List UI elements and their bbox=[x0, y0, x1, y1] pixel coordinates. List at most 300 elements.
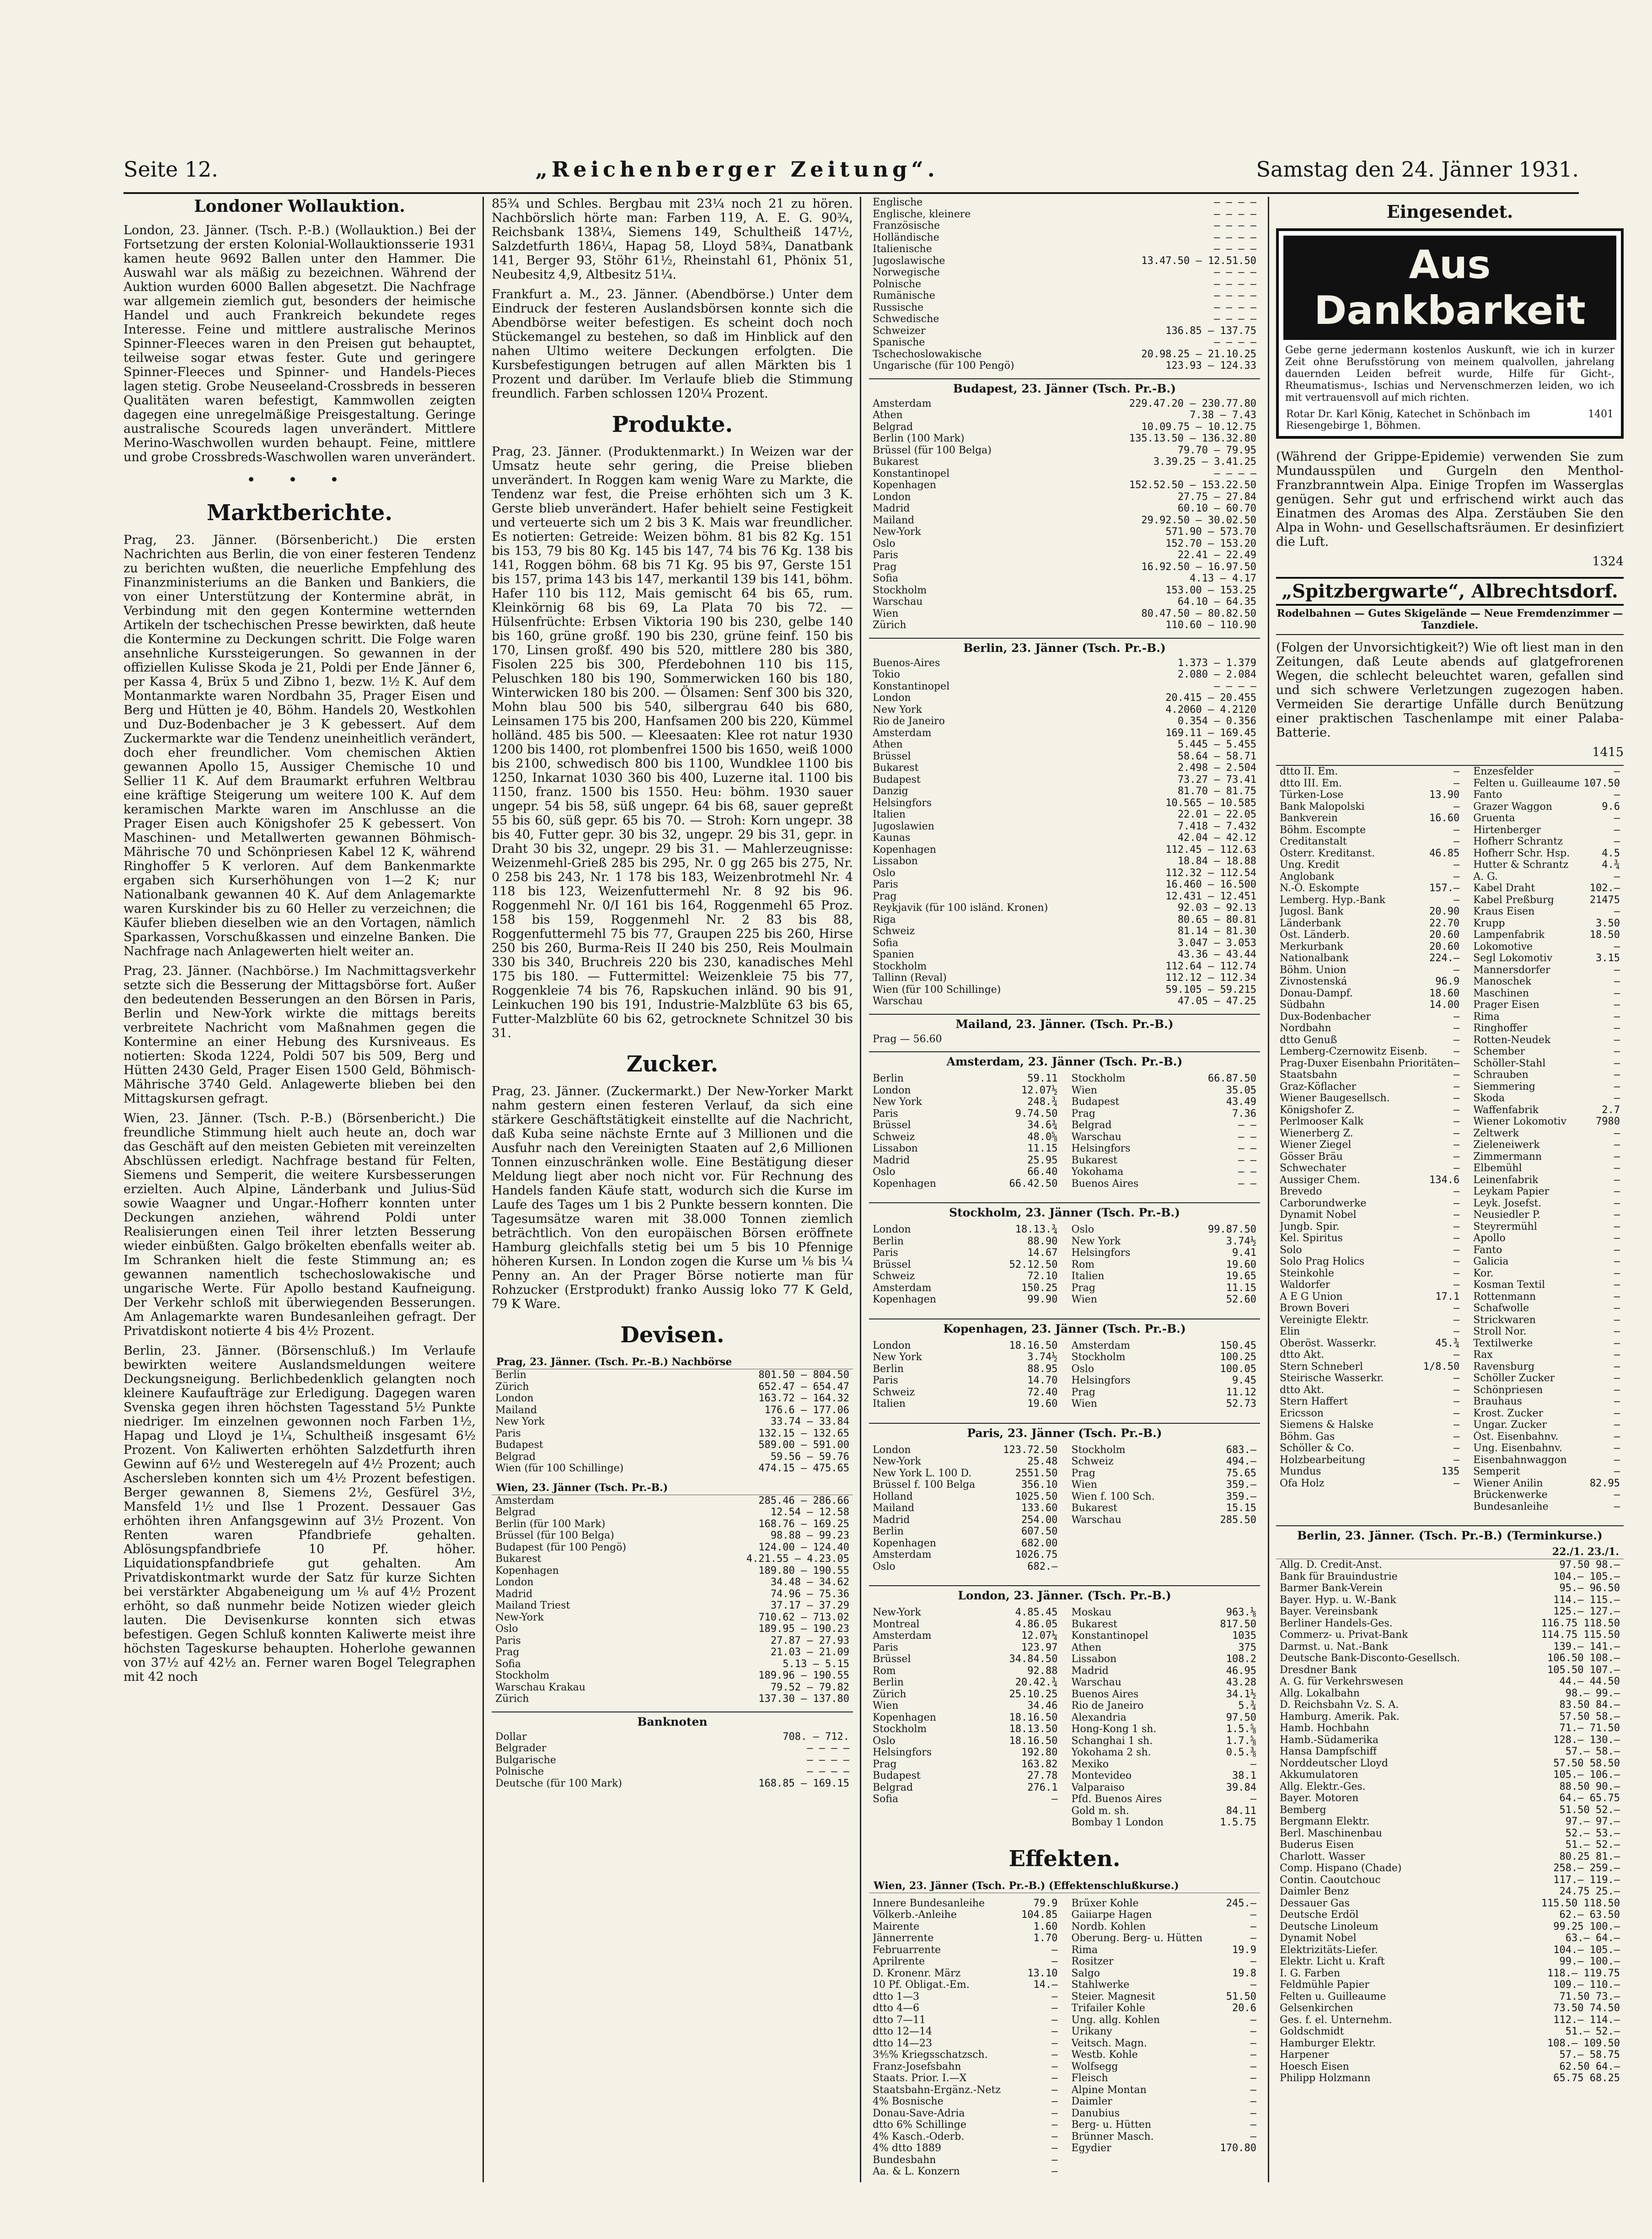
row-value: — bbox=[1453, 1326, 1460, 1337]
row-label: Helsingfors bbox=[873, 797, 932, 809]
row-label: Gelsenkirchen bbox=[1280, 2002, 1353, 2014]
row-value: 17.1 bbox=[1435, 1291, 1460, 1302]
row-value: 64.10 — 64.35 bbox=[1177, 596, 1256, 608]
row-label: Prag bbox=[873, 890, 897, 902]
row-value: 21475 bbox=[1589, 894, 1620, 906]
table-row bbox=[492, 1588, 853, 1600]
row-label: Apollo bbox=[1473, 1233, 1506, 1244]
row-label: Tallinn (Reval) bbox=[873, 972, 947, 984]
row-value: 52.12.50 bbox=[1009, 1259, 1058, 1270]
table-row bbox=[492, 1658, 853, 1670]
table-row bbox=[869, 844, 1260, 856]
row-label: Länderbank bbox=[1280, 917, 1341, 929]
table-row bbox=[1470, 1034, 1624, 1046]
milan-table bbox=[869, 1033, 1260, 1045]
table-row bbox=[869, 1085, 1062, 1097]
row-label: Rositzer bbox=[1071, 1956, 1114, 1967]
row-value: 3.74½ bbox=[1226, 1235, 1256, 1247]
row-value: 52.73 bbox=[1226, 1398, 1256, 1410]
row-label: Paris bbox=[873, 879, 898, 890]
row-value: 152.70 — 153.20 bbox=[1165, 538, 1256, 549]
row-value: — bbox=[1453, 1186, 1460, 1197]
berlin-report-continued: 85¾ und Schles. Bergbau mit 23¼ noch 21 zu hören. Nachbörslich hörte man: Farben 119, A. E. G. 90¾, Reichsbank 138¼, Siemens 149, Schultheiß 147½, Salzdetfurth 186¼, Hapag 58, Lloyd 58¾, Danatbank 141, Berger 93, Stöhr 61½, Rheinstahl 61, Phönix 51, Neubesitz 4,9, Altbesitz 51¼. bbox=[492, 197, 853, 282]
row-label: Prag bbox=[495, 1647, 520, 1658]
row-value: 3.047 — 3.053 bbox=[1177, 937, 1256, 949]
row-label: Textilwerke bbox=[1473, 1337, 1533, 1349]
table-row bbox=[1470, 1058, 1624, 1070]
row-label: New York bbox=[495, 1416, 545, 1427]
table-row bbox=[869, 727, 1260, 739]
row-label: Bergmann Elektr. bbox=[1280, 1816, 1370, 1827]
row-value: 1.70 bbox=[1033, 1932, 1058, 1944]
row-value: 105.— 106.— bbox=[1553, 1769, 1620, 1781]
row-value: 42.04 — 42.12 bbox=[1177, 832, 1256, 844]
row-value: 20.60 bbox=[1429, 929, 1460, 941]
row-value: 97.— 97.— bbox=[1565, 1816, 1620, 1827]
table-row bbox=[869, 1270, 1062, 1282]
table-row bbox=[1068, 1247, 1260, 1259]
row-label: Budapest bbox=[873, 774, 921, 786]
row-value: — bbox=[1614, 964, 1620, 976]
row-label: Schafwolle bbox=[1473, 1302, 1529, 1314]
budapest-table bbox=[869, 398, 1260, 631]
row-label: Carborundwerke bbox=[1280, 1197, 1367, 1209]
row-value: — bbox=[1614, 1256, 1620, 1267]
row-value: — bbox=[1453, 1256, 1460, 1267]
table-row bbox=[1276, 2049, 1624, 2061]
row-value: — bbox=[1453, 871, 1460, 883]
row-value: 109.— 110.— bbox=[1553, 1979, 1620, 1991]
row-value: 15.15 bbox=[1226, 1502, 1256, 1514]
row-value: 59.11 bbox=[1027, 1073, 1058, 1084]
table-row bbox=[869, 1398, 1062, 1410]
row-value: 117.— 119.— bbox=[1553, 1874, 1620, 1886]
row-label: Egydier bbox=[1071, 2142, 1111, 2154]
london-table-left bbox=[869, 1607, 1062, 1829]
row-label: Wolfsegg bbox=[1071, 2061, 1118, 2072]
table-row bbox=[1068, 2084, 1260, 2096]
row-value: — bbox=[1250, 1793, 1256, 1805]
table-row bbox=[869, 996, 1260, 1007]
row-label: dtto Akt. bbox=[1280, 1349, 1325, 1361]
table-row bbox=[1276, 1862, 1624, 1874]
row-value: 46.85 bbox=[1429, 847, 1460, 859]
row-label: Athen bbox=[873, 409, 903, 421]
row-label: Stern Schneberl bbox=[1280, 1361, 1363, 1372]
row-label: Zürich bbox=[873, 1688, 906, 1700]
row-value: 7.38 — 7.43 bbox=[1190, 409, 1256, 421]
row-label: Lemberg. Hyp.-Bank bbox=[1280, 894, 1386, 906]
banknotes-continued-table bbox=[869, 197, 1260, 372]
row-label: Lemberg-Czernowitz Eisenb. bbox=[1280, 1046, 1427, 1057]
row-label: Hofherr Schrantz bbox=[1473, 836, 1563, 847]
table-row bbox=[869, 1549, 1062, 1561]
row-label: Siemmering bbox=[1473, 1081, 1535, 1093]
table-row bbox=[869, 1619, 1062, 1631]
table-row bbox=[1470, 929, 1624, 941]
row-value: 72.40 bbox=[1027, 1386, 1058, 1398]
row-value: 128.— 130.— bbox=[1553, 1734, 1620, 1746]
row-value: 10.09.75 — 10.12.75 bbox=[1141, 421, 1256, 433]
row-label: Schweiz bbox=[873, 1386, 915, 1398]
row-label: Solo Prag Holics bbox=[1280, 1256, 1365, 1267]
row-value: 22.70 bbox=[1429, 917, 1460, 929]
table-row bbox=[869, 1073, 1062, 1085]
table-row bbox=[1470, 1198, 1624, 1210]
row-label: 3⅘% Kriegsschatzsch. bbox=[873, 2049, 988, 2061]
table-row bbox=[1068, 2119, 1260, 2131]
row-label: Englische bbox=[873, 197, 923, 208]
row-label: D. Reichsbahn Vz. S. A. bbox=[1280, 1699, 1399, 1711]
table-row bbox=[1470, 1116, 1624, 1128]
row-value: 3.50 bbox=[1596, 917, 1620, 929]
row-label: Bukarest bbox=[1071, 1618, 1117, 1630]
row-value: — bbox=[1614, 1326, 1620, 1337]
row-label: Oberöst. Wasserkr. bbox=[1280, 1337, 1377, 1349]
table-row bbox=[492, 1731, 853, 1743]
row-label: Aa. & L. Konzern bbox=[873, 2166, 960, 2177]
table-row bbox=[869, 549, 1260, 561]
row-label: Englische, kleinere bbox=[873, 208, 971, 220]
table-row bbox=[869, 1677, 1062, 1689]
row-label: Allg. Elektr.-Ges. bbox=[1280, 1781, 1366, 1792]
row-value: 1025.50 bbox=[1015, 1491, 1058, 1502]
row-label: Lissabon bbox=[873, 856, 918, 867]
table-row bbox=[1068, 1363, 1260, 1375]
table-row bbox=[1470, 1349, 1624, 1361]
row-value: — bbox=[1614, 1197, 1620, 1209]
row-value: 112.32 — 112.54 bbox=[1165, 867, 1256, 879]
row-label: Sofia bbox=[873, 1793, 899, 1805]
row-value: 229.47.20 — 230.77.80 bbox=[1129, 398, 1256, 409]
row-value: 71.50 73.— bbox=[1559, 1991, 1620, 2002]
row-label: Berliner Handels-Ges. bbox=[1280, 1617, 1393, 1629]
table-row bbox=[1276, 1139, 1463, 1151]
row-value: 37.17 — 37.29 bbox=[770, 1600, 849, 1611]
table-row bbox=[1068, 1236, 1260, 1248]
table-row bbox=[1276, 1302, 1463, 1314]
table-row bbox=[1470, 801, 1624, 813]
table-row bbox=[869, 704, 1260, 716]
row-label: Schrauben bbox=[1473, 1069, 1529, 1081]
table-row bbox=[1276, 1816, 1624, 1828]
row-label: Hutter & Schrantz bbox=[1473, 859, 1569, 871]
row-label: Oslo bbox=[1071, 1363, 1094, 1375]
table-row bbox=[1068, 1991, 1260, 2003]
table-row bbox=[1068, 1689, 1260, 1701]
row-value: 22.01 — 22.05 bbox=[1177, 809, 1256, 820]
table-row bbox=[1276, 1326, 1463, 1338]
row-label: Grazer Waggon bbox=[1473, 801, 1552, 813]
row-label: Ung. Kredit bbox=[1280, 859, 1340, 871]
table-row bbox=[1276, 1174, 1463, 1186]
row-value: 19.8 bbox=[1232, 1967, 1256, 1979]
row-value: — bbox=[1614, 1384, 1620, 1396]
row-label: Kopenhagen bbox=[873, 1294, 936, 1305]
row-label: Hamburger Elektr. bbox=[1280, 2037, 1376, 2049]
table-header: Wien, 23. Jänner (Tsch. Pr.-B.) (Effektenschlußkurse.) bbox=[869, 1879, 1260, 1893]
row-value: — bbox=[1453, 777, 1460, 789]
row-value: 20.90 bbox=[1429, 906, 1460, 917]
row-value: 14.00 bbox=[1429, 999, 1460, 1011]
row-label: Oslo bbox=[873, 1166, 896, 1178]
row-label: Bukarest bbox=[495, 1553, 542, 1565]
table-row bbox=[1068, 1514, 1260, 1526]
row-value: 963.⅛ bbox=[1226, 1607, 1256, 1618]
row-label: Prag bbox=[1071, 1386, 1096, 1398]
row-label: Deutsche Erdöl bbox=[1280, 1909, 1359, 1921]
table-row bbox=[1276, 1454, 1463, 1466]
row-value: — bbox=[1453, 1419, 1460, 1431]
row-value: 99.25 100.— bbox=[1553, 1921, 1620, 1932]
row-label: Lampenfabrik bbox=[1473, 929, 1545, 941]
table-row bbox=[869, 984, 1260, 996]
table-row bbox=[1276, 1641, 1624, 1653]
row-value: — bbox=[1614, 941, 1620, 953]
table-row bbox=[869, 1096, 1062, 1108]
row-value: — — — — bbox=[1214, 337, 1256, 348]
table-row bbox=[492, 1451, 853, 1463]
copenhagen-heading: Kopenhagen, 23. Jänner (Tsch. Pr.-B.) bbox=[869, 1319, 1260, 1335]
table-row bbox=[492, 1623, 853, 1635]
table-row bbox=[869, 867, 1260, 879]
row-label: Warschau bbox=[1071, 1677, 1121, 1688]
table-row bbox=[1068, 2072, 1260, 2084]
row-value: 18.16.50 bbox=[1009, 1340, 1058, 1351]
table-row bbox=[1276, 988, 1463, 1000]
table-row bbox=[1470, 813, 1624, 824]
gratitude-advertisement bbox=[1276, 228, 1624, 439]
row-label: Ges. f. el. Unternehm. bbox=[1280, 2014, 1392, 2026]
row-label: Brevedo bbox=[1280, 1186, 1322, 1197]
row-value: 95.— 96.50 bbox=[1559, 1582, 1620, 1594]
row-value: 9.6 bbox=[1602, 801, 1620, 813]
row-value: 4.21.55 — 4.23.05 bbox=[746, 1553, 849, 1565]
row-label: 4% Bosnische bbox=[873, 2096, 944, 2107]
table-row bbox=[1276, 1081, 1463, 1093]
row-label: Dynamit Nobel bbox=[1280, 1932, 1357, 1944]
row-value: 3.74½ bbox=[1027, 1351, 1058, 1363]
row-value: 112.12 — 112.34 bbox=[1165, 972, 1256, 984]
row-value: 20.415 — 20.455 bbox=[1165, 692, 1256, 704]
row-value: 168.85 — 169.15 bbox=[758, 1777, 849, 1789]
row-label: Ung. Eisenbahnv. bbox=[1473, 1442, 1562, 1454]
row-label: Madrid bbox=[495, 1588, 533, 1600]
table-row bbox=[1470, 859, 1624, 871]
table-row bbox=[869, 1979, 1062, 1991]
table-row bbox=[1276, 1163, 1463, 1174]
paris-heading: Paris, 23. Jänner (Tsch. Pr.-B.) bbox=[869, 1423, 1260, 1440]
table-row bbox=[1068, 1979, 1260, 1991]
row-value: 14.70 bbox=[1027, 1375, 1058, 1386]
column-3 bbox=[869, 197, 1260, 2182]
column-rule bbox=[483, 197, 484, 2182]
row-value: — bbox=[1250, 1932, 1256, 1944]
table-row bbox=[869, 232, 1260, 244]
table-row bbox=[869, 902, 1260, 914]
row-value: — bbox=[1614, 1489, 1620, 1501]
row-value: — bbox=[1453, 1454, 1460, 1466]
table-row bbox=[869, 2096, 1062, 2108]
table-row bbox=[1276, 1828, 1624, 1840]
table-row bbox=[1276, 2002, 1624, 2014]
table-row bbox=[492, 1647, 853, 1658]
table-row bbox=[869, 220, 1260, 232]
row-label: Schwedische bbox=[873, 313, 939, 325]
row-label: Norwegische bbox=[873, 267, 940, 278]
row-label: Berlin bbox=[873, 1526, 904, 1537]
row-label: dtto 7—11 bbox=[873, 2014, 926, 2026]
row-label: Creditanstalt bbox=[1280, 836, 1347, 847]
row-value: 123.72.50 bbox=[1003, 1444, 1058, 1456]
table-row bbox=[1068, 1619, 1260, 1631]
table-row bbox=[1470, 1093, 1624, 1104]
row-label: Stern Haffert bbox=[1280, 1396, 1348, 1407]
table-row bbox=[869, 267, 1260, 279]
table-row bbox=[1276, 871, 1463, 883]
table-row bbox=[869, 692, 1260, 704]
row-value: — bbox=[1453, 1349, 1460, 1361]
row-value: 24.75 25.— bbox=[1559, 1886, 1620, 1897]
row-label: Ericsson bbox=[1280, 1407, 1324, 1419]
table-row bbox=[1276, 1886, 1624, 1898]
row-value: 189.95 — 190.23 bbox=[758, 1623, 849, 1635]
table-row bbox=[1068, 1782, 1260, 1794]
row-value: — bbox=[1453, 1209, 1460, 1221]
row-label: Wiener Ziegel bbox=[1280, 1139, 1352, 1151]
row-value: 79.9 bbox=[1033, 1897, 1058, 1909]
table-row bbox=[1068, 1793, 1260, 1805]
row-value: 708. — 712. bbox=[783, 1731, 849, 1743]
table-row bbox=[492, 1743, 853, 1755]
row-value: 135.13.50 — 136.32.80 bbox=[1129, 433, 1256, 444]
row-value: 66.40 bbox=[1027, 1166, 1058, 1178]
row-value: 27.75 — 27.84 bbox=[1177, 491, 1256, 503]
row-label: Stockholm bbox=[495, 1670, 550, 1681]
row-label: Bemberg bbox=[1280, 1804, 1326, 1816]
row-value: — bbox=[1614, 1209, 1620, 1221]
row-value: 47.05 — 47.25 bbox=[1177, 996, 1256, 1007]
row-label: Bundesbahn bbox=[873, 2154, 936, 2166]
row-label: Montevideo bbox=[1071, 1770, 1132, 1782]
row-value: 1.5.75 bbox=[1220, 1817, 1256, 1828]
row-value: — — bbox=[1238, 1178, 1256, 1189]
separator-dots: • • • bbox=[247, 471, 353, 489]
row-label: D. Kronenr. März bbox=[873, 1967, 961, 1979]
table-row bbox=[492, 1778, 853, 1790]
table-row bbox=[869, 1526, 1062, 1538]
table-row bbox=[1276, 1372, 1463, 1384]
row-value: — bbox=[1453, 1407, 1460, 1419]
table-row bbox=[869, 879, 1260, 891]
table-row bbox=[1276, 859, 1463, 871]
row-value: 38.1 bbox=[1232, 1770, 1256, 1782]
row-value: 189.96 — 190.55 bbox=[758, 1670, 849, 1681]
row-label: Danzig bbox=[873, 786, 908, 797]
table-row bbox=[1276, 1839, 1624, 1851]
row-label: dtto Akt. bbox=[1280, 1384, 1325, 1396]
table-row bbox=[1068, 1073, 1260, 1085]
table-row bbox=[1068, 2026, 1260, 2038]
table-row bbox=[1276, 1349, 1463, 1361]
row-value: — — — — bbox=[1214, 208, 1256, 220]
row-label: Italien bbox=[873, 1398, 906, 1410]
table-row bbox=[869, 1665, 1062, 1677]
table-row bbox=[869, 445, 1260, 457]
table-row bbox=[869, 255, 1260, 267]
table-row bbox=[492, 1553, 853, 1565]
row-label: Strickwaren bbox=[1473, 1314, 1536, 1326]
row-value: 13.47.50 — 12.51.50 bbox=[1141, 255, 1256, 267]
row-value: 7.418 — 7.432 bbox=[1177, 820, 1256, 832]
row-value: 136.85 — 137.75 bbox=[1165, 325, 1256, 337]
row-label: Solo bbox=[1280, 1244, 1302, 1256]
table-row bbox=[1470, 976, 1624, 988]
row-label: Amsterdam bbox=[1071, 1340, 1130, 1351]
table-row bbox=[869, 2061, 1062, 2073]
table-row bbox=[869, 1793, 1062, 1805]
row-label: Ofa Holz bbox=[1280, 1477, 1325, 1489]
row-label: Kraus Eisen bbox=[1473, 906, 1535, 917]
row-label: Öst. Länderb. bbox=[1280, 929, 1350, 941]
row-label: Rio de Janeiro bbox=[1071, 1700, 1144, 1712]
table-row bbox=[1276, 1582, 1624, 1594]
table-row bbox=[492, 1428, 853, 1440]
table-row bbox=[1276, 1804, 1624, 1816]
row-label: Hamburg. Amerik. Pak. bbox=[1280, 1711, 1400, 1722]
row-value: — bbox=[1453, 1197, 1460, 1209]
row-value: 132.15 — 132.65 bbox=[758, 1427, 849, 1439]
table-row bbox=[869, 515, 1260, 527]
table-row bbox=[1276, 1956, 1624, 1968]
row-value: 98.88 — 99.23 bbox=[770, 1530, 849, 1541]
copenhagen-table-right bbox=[1068, 1340, 1260, 1410]
row-value: — bbox=[1614, 1431, 1620, 1442]
table-row bbox=[1068, 1282, 1260, 1294]
row-value: 18.16.50 bbox=[1009, 1735, 1058, 1747]
row-label: Jugosl. Bank bbox=[1280, 906, 1344, 917]
table-row bbox=[1276, 1116, 1463, 1128]
table-row bbox=[1276, 1898, 1624, 1910]
row-value: 168.76 — 169.25 bbox=[758, 1518, 849, 1530]
table-row bbox=[1068, 1817, 1260, 1829]
row-label: Kabel Preßburg bbox=[1473, 894, 1554, 906]
table-row bbox=[1068, 1398, 1260, 1410]
table-row bbox=[869, 1340, 1062, 1352]
row-label: Belgrad bbox=[1071, 1120, 1112, 1131]
row-value: — bbox=[1614, 766, 1620, 777]
row-label: Fanto bbox=[1473, 1244, 1502, 1256]
table-row bbox=[869, 961, 1260, 973]
row-value: — bbox=[1614, 1023, 1620, 1034]
row-value: 16.460 — 16.500 bbox=[1165, 879, 1256, 890]
row-label: New-York bbox=[873, 526, 921, 538]
table-row bbox=[1068, 1387, 1260, 1399]
row-value: — — — — bbox=[1214, 197, 1256, 208]
milan-heading: Mailand, 23. Jänner. (Tsch. Pr.-B.) bbox=[869, 1014, 1260, 1031]
row-label: Stockholm bbox=[1071, 1073, 1126, 1084]
table-row bbox=[869, 456, 1260, 468]
row-label: Westb. Kohle bbox=[1071, 2049, 1138, 2061]
row-value: — bbox=[1250, 2049, 1256, 2061]
table-row bbox=[1470, 1244, 1624, 1256]
row-value: 817.50 bbox=[1220, 1618, 1256, 1630]
table-row bbox=[1470, 1279, 1624, 1291]
amsterdam-table-right bbox=[1068, 1073, 1260, 1189]
amsterdam-table-left bbox=[869, 1073, 1062, 1189]
table-row bbox=[1470, 883, 1624, 894]
row-value: — bbox=[1453, 1233, 1460, 1244]
